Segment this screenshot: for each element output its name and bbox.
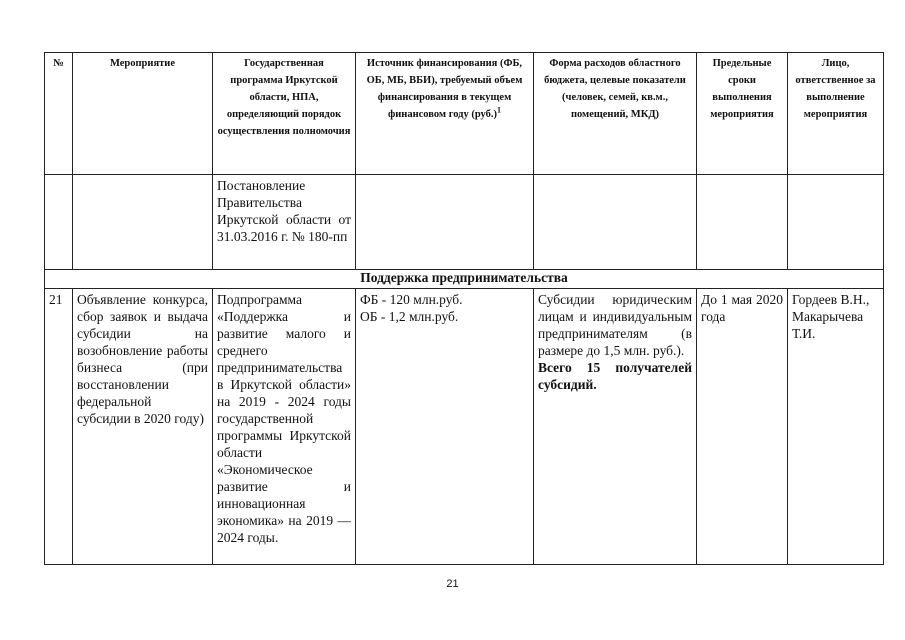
header-event: Мероприятие	[73, 53, 213, 175]
header-program: Государственная программа Иркутской области, НПА, определяющий порядок осуществления полномочия	[213, 53, 356, 175]
measures-table	[44, 52, 884, 565]
cell-empty	[697, 175, 788, 270]
cell-empty	[45, 175, 73, 270]
form-text: Субсидии юридическим лицам и индивидуальным предпринимателям (в размере до 1,5 млн. руб.).	[538, 292, 692, 358]
cell-empty	[73, 175, 213, 270]
section-row	[45, 270, 884, 289]
cell-program: Подпрограмма «Поддержка и развитие малого и среднего предпринимательства в Иркутской области» на 2019 - 2024 годы государственной программы Иркутской области «Экономическое развитие и инновационная экономика» на 2019 — 2024 годы.	[213, 289, 356, 565]
cell-num: 21	[45, 289, 73, 565]
funding-fb: ФБ - 120 млн.руб.	[360, 292, 463, 307]
table-header-row	[45, 53, 884, 175]
table-row	[45, 175, 884, 270]
footnote-marker: 1	[497, 105, 502, 115]
cell-program-npa: Постановление Правительства Иркутской области от 31.03.2016 г. № 180-пп	[213, 175, 356, 270]
header-num: №	[45, 53, 73, 175]
header-form: Форма расходов областного бюджета, целевые показатели (человек, семей, кв.м., помещений, МКД)	[534, 53, 697, 175]
cell-form	[534, 289, 697, 565]
page-number: 21	[446, 578, 459, 590]
cell-empty	[534, 175, 697, 270]
cell-event: Объявление конкурса, сбор заявок и выдача субсидии на возобновление работы бизнеса (при восстановлении федеральной субсидии в 2020 году)	[73, 289, 213, 565]
header-source: Источник финансирования (ФБ, ОБ, МБ, ВБИ), требуемый объем финансирования в текущем финансовом году $(руб.)^1$	[356, 53, 534, 175]
section-title: Поддержка предпринимательства	[45, 270, 884, 289]
header-deadline: Предельные сроки выполнения мероприятия	[697, 53, 788, 175]
cell-empty	[356, 175, 534, 270]
form-total: Всего 15 получателей субсидий.	[538, 360, 692, 392]
cell-deadline: До 1 мая 2020 года	[697, 289, 788, 565]
table-row	[45, 289, 884, 565]
header-person: Лицо, ответственное за выполнение мероприятия	[788, 53, 884, 175]
funding-ob: ОБ - 1,2 млн.руб.	[360, 309, 459, 324]
cell-person: Гордеев В.Н., Макарычева Т.И.	[788, 289, 884, 565]
cell-funding	[356, 289, 534, 565]
cell-empty	[788, 175, 884, 270]
